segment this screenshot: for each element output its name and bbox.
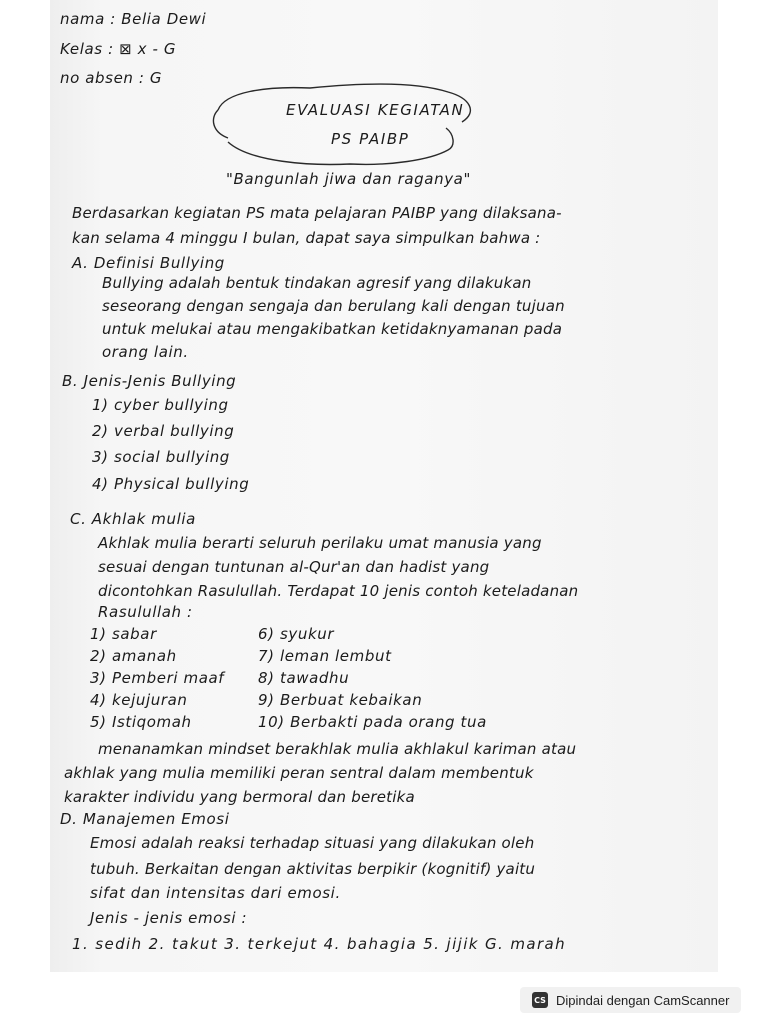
section-a-heading: A. Definisi Bullying [72, 254, 225, 272]
section-c-closing-3: karakter individu yang bermoral dan beretika [64, 788, 415, 806]
student-class: Kelas : ⊠ x - G [60, 40, 177, 58]
section-b-heading: B. Jenis-Jenis Bullying [62, 372, 237, 390]
section-c-line-3: dicontohkan Rasulullah. Terdapat 10 jenis contoh keteladanan [98, 582, 579, 600]
akhlak-item-3: 3) Pemberi maaf [90, 669, 225, 687]
section-d-heading: D. Manajemen Emosi [60, 810, 230, 828]
student-absen: no absen : G [60, 69, 163, 87]
section-a-line-2: seseorang dengan sengaja dan berulang kali dengan tujuan [102, 297, 565, 315]
section-d-line-3: sifat dan intensitas dari emosi. [90, 884, 341, 902]
section-c-closing-1: menanamkan mindset berakhlak mulia akhlakul kariman atau [98, 740, 577, 758]
intro-line-1: Berdasarkan kegiatan PS mata pelajaran PAIBP yang dilaksana- [72, 204, 562, 222]
akhlak-item-8: 8) tawadhu [258, 669, 350, 687]
intro-line-2: kan selama 4 minggu I bulan, dapat saya simpulkan bahwa : [72, 229, 541, 247]
akhlak-item-7: 7) leman lembut [258, 647, 392, 665]
bullying-type-3: 3) social bullying [92, 448, 230, 466]
evaluation-subtitle: "Bangunlah jiwa dan raganya" [226, 170, 471, 188]
camscanner-logo-icon: CS [532, 992, 548, 1008]
akhlak-item-9: 9) Berbuat kebaikan [258, 691, 423, 709]
emotion-types-label: Jenis - jenis emosi : [90, 909, 248, 927]
section-c-line-1: Akhlak mulia berarti seluruh perilaku umat manusia yang [98, 534, 542, 552]
section-c-heading: C. Akhlak mulia [70, 510, 196, 528]
akhlak-item-10: 10) Berbakti pada orang tua [258, 713, 487, 731]
section-d-line-2: tubuh. Berkaitan dengan aktivitas berpikir (kognitif) yaitu [90, 860, 536, 878]
section-c-line-4: Rasulullah : [98, 603, 193, 621]
akhlak-item-2: 2) amanah [90, 647, 177, 665]
bullying-type-4: 4) Physical bullying [92, 475, 250, 493]
camscanner-badge [520, 987, 741, 1013]
akhlak-item-6: 6) syukur [258, 625, 335, 643]
section-a-line-1: Bullying adalah bentuk tindakan agresif yang dilakukan [102, 274, 532, 292]
akhlak-item-4: 4) kejujuran [90, 691, 188, 709]
scanned-paper [50, 0, 718, 972]
camscanner-text: Dipindai dengan CamScanner [556, 992, 730, 1008]
section-d-line-1: Emosi adalah reaksi terhadap situasi yang dilakukan oleh [90, 834, 535, 852]
bullying-type-1: 1) cyber bullying [92, 396, 229, 414]
student-name: nama : Belia Dewi [60, 10, 207, 28]
akhlak-item-5: 5) Istiqomah [90, 713, 192, 731]
section-a-line-3: untuk melukai atau mengakibatkan ketidaknyamanan pada [102, 320, 563, 338]
bullying-type-2: 2) verbal bullying [92, 422, 235, 440]
akhlak-item-1: 1) sabar [90, 625, 157, 643]
evaluation-title: EVALUASI KEGIATAN [286, 101, 465, 119]
evaluation-subject: PS PAIBP [331, 130, 410, 148]
emotion-types-list: 1. sedih 2. takut 3. terkejut 4. bahagia 5. jijik G. marah [72, 935, 567, 953]
section-a-line-4: orang lain. [102, 343, 189, 361]
section-c-closing-2: akhlak yang mulia memiliki peran sentral dalam membentuk [64, 764, 534, 782]
section-c-line-2: sesuai dengan tuntunan al-Qur'an dan hadist yang [98, 558, 490, 576]
